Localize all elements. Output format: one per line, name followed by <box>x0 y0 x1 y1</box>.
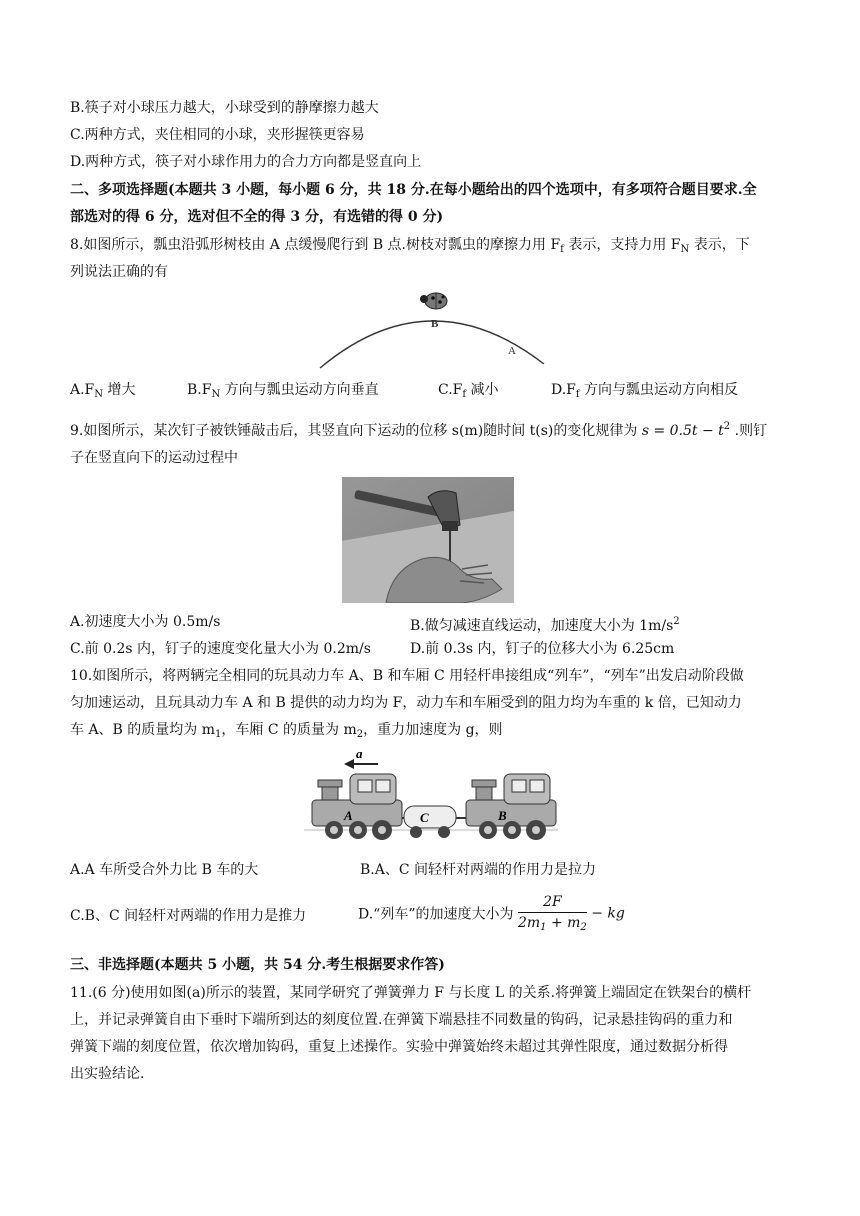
train-car-a <box>312 774 402 840</box>
acceleration-arrow <box>344 746 378 769</box>
q9-stem-line2: 子在竖直向下的运动过程中 <box>70 450 238 466</box>
q11-stem-line3: 弹簧下端的刻度位置，依次增加钩码，重复上述操作。实验中弹簧始终未超过其弹性限度，通过数据分析得 <box>70 1039 728 1055</box>
q10-option-c: C.B、C 间轻杆对两端的作用力是推力 <box>70 908 307 924</box>
section3-heading: 三、非选择题(本题共 5 小题，共 54 分.考生根据要求作答) <box>70 957 445 973</box>
q9-option-d: D.前 0.3s 内，钉子的位移大小为 6.25cm <box>410 641 675 657</box>
point-a-label: A <box>508 345 516 357</box>
q10-option-a: A.A 车所受合外力比 B 车的大 <box>70 862 259 878</box>
q10-option-b: B.A、C 间轻杆对两端的作用力是拉力 <box>360 862 597 878</box>
q8-option-c: $C.F_f$ 减小 <box>438 382 499 400</box>
q7-option-c: C.两种方式，夹住相同的小球，夹形握筷更容易 <box>70 127 365 143</box>
svg-text:a: a <box>356 746 363 761</box>
toy-train-figure <box>300 746 560 850</box>
q7-option-d: D.两种方式，筷子对小球作用力的合力方向都是竖直向上 <box>70 154 422 170</box>
q9-stem-line1: 9.如图所示，某次钉子被铁锤敲击后，其竖直向下运动的位移 s(m)随时间 t(s)的变化规律为 $s = 0.5t - t^2$ .则钉 <box>70 421 768 439</box>
section2-heading-line1: 二、多项选择题(本题共 3 小题，每小题 6 分，共 18 分.在每小题给出的四个选项中，有多项符合题目要求.全 <box>70 182 757 198</box>
svg-text:B: B <box>498 808 507 823</box>
q9-option-c: C.前 0.2s 内，钉子的速度变化量大小为 0.2m/s <box>70 641 371 657</box>
ladybug-branch-figure <box>312 284 552 370</box>
q11-stem-line1: 11.(6 分)使用如图(a)所示的装置，某同学研究了弹簧弹力 F 与长度 L 的关系.将弹簧上端固定在铁架台的横杆 <box>70 985 752 1001</box>
q10-option-d: D.“列车”的加速度大小为 $\frac{2F}{2m_1 + m_2}$ − kg <box>358 894 625 933</box>
q8-option-b: $B.F_N$ 方向与瓢虫运动方向垂直 <box>187 382 379 400</box>
q8-stem-line2: 列说法正确的有 <box>70 264 168 280</box>
q9-option-a: A.初速度大小为 0.5m/s <box>70 614 221 630</box>
section2-heading-line2: 部选对的得 6 分，选对但不全的得 3 分，有选错的得 0 分) <box>70 209 444 225</box>
q10-stem-line1: 10.如图所示，将两辆完全相同的玩具动力车 A、B 和车厢 C 用轻杆串接组成“列车”，“列车”出发启动阶段做 <box>70 668 744 684</box>
q11-stem-line4: 出实验结论. <box>70 1066 145 1082</box>
q10-stem-line3: 车 A、B 的质量均为 $m_1$，车厢 C 的质量为 $m_2$，重力加速度为 g，则 <box>70 722 503 740</box>
q11-stem-line2: 上，并记录弹簧自由下垂时下端所到达的刻度位置.在弹簧下端悬挂不同数量的钩码，记录悬挂钩码的重力和 <box>70 1012 733 1028</box>
q8-stem-line1: 8.如图所示，瓢虫沿弧形树枝由 A 点缓慢爬行到 B 点.树枝对瓢虫的摩擦力用 $F_f$ 表示，支持力用 $F_N$ 表示，下 <box>70 237 750 255</box>
svg-text:C: C <box>420 810 429 825</box>
q9-formula: s = 0.5t − t <box>641 423 724 439</box>
ladybug-icon <box>420 293 447 309</box>
hammer-nail-photo <box>342 477 514 603</box>
q8-option-a: $A.F_N$ 增大 <box>70 382 136 400</box>
svg-text:A: A <box>344 808 353 823</box>
q9-option-b: B.做匀减速直线运动，加速度大小为 $1m/s^2$ <box>410 616 680 634</box>
q10-acceleration-fraction: $\frac{2F}{2m_1 + m_2}$ <box>517 894 587 933</box>
point-b-label: B <box>431 318 439 330</box>
q7-option-b: B.筷子对小球压力越大，小球受到的静摩擦力越大 <box>70 100 379 116</box>
q10-stem-line2: 匀加速运动，且玩具动力车 A 和 B 提供的动力均为 F，动力车和车厢受到的阻力均为车重的 k 倍，已知动力 <box>70 695 742 711</box>
train-car-c <box>404 806 456 838</box>
q8-option-d: $D.F_f$ 方向与瓢虫运动方向相反 <box>551 382 739 400</box>
train-car-b <box>466 774 556 840</box>
